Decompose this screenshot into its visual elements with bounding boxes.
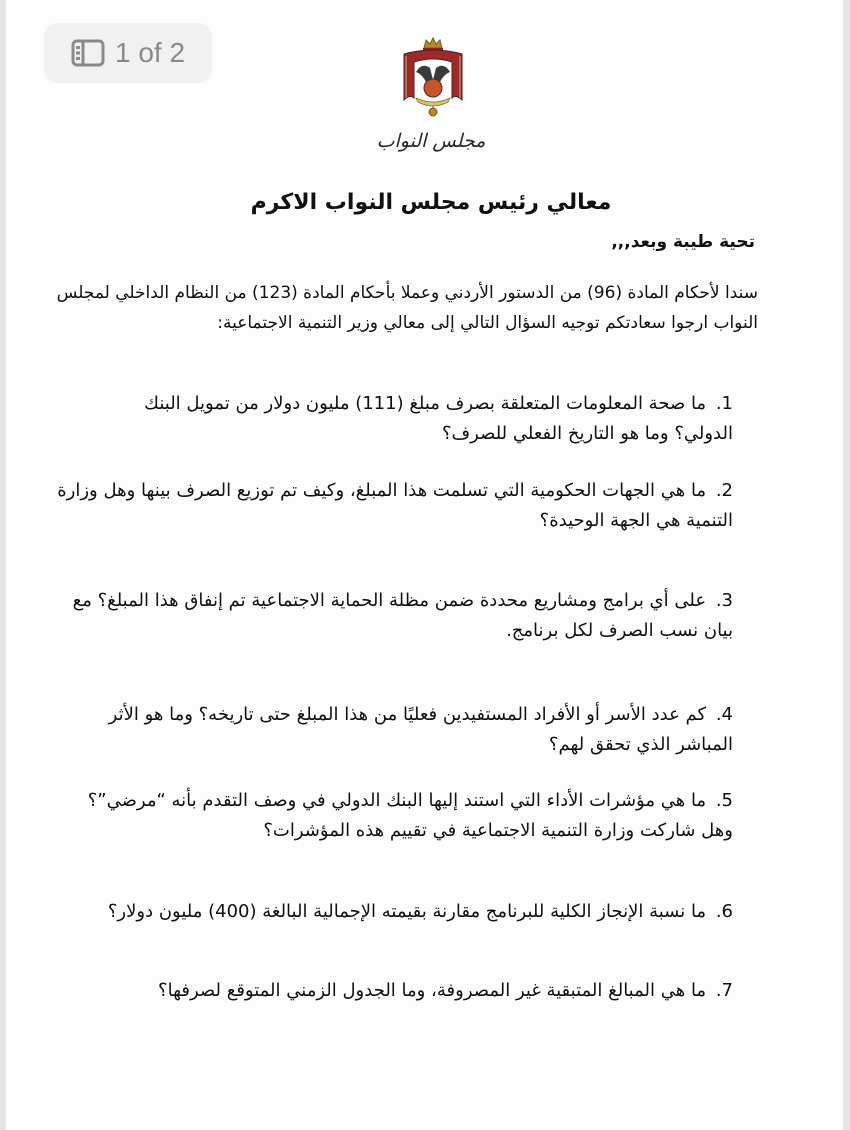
document-page [6, 0, 843, 1130]
question-text: ما هي المبالغ المتبقية غير المصروفة، وما الجدول الزمني المتوقع لصرفها؟ [158, 980, 707, 1001]
question-number: 4. [715, 704, 733, 725]
page-indicator-button[interactable] [44, 23, 212, 83]
question-item [53, 897, 733, 927]
letter-addressee: معالي رئيس مجلس النواب الاكرم [250, 190, 612, 215]
page-indicator-label: 1 of 2 [114, 37, 186, 68]
question-item [83, 389, 733, 449]
question-number: 1. [715, 393, 733, 414]
question-number: 5. [715, 790, 733, 811]
question-item [53, 976, 733, 1006]
question-number: 7. [715, 980, 733, 1001]
question-item [53, 786, 733, 846]
question-text: ما نسبة الإنجاز الكلية للبرنامج مقارنة بقيمته الإجمالية البالغة (400) مليون دولار؟ [107, 901, 707, 922]
question-item [53, 586, 733, 646]
question-text: كم عدد الأسر أو الأفراد المستفيدين فعليًا من هذا المبلغ حتى تاريخه؟ وما هو الأثر المباشر الذي تحقق لهم؟ [108, 704, 733, 755]
question-item [53, 476, 733, 536]
sidebar-icon [71, 39, 105, 67]
question-text: ما صحة المعلومات المتعلقة بصرف مبلغ (111) مليون دولار من تمويل البنك الدولي؟ وما هو التاريخ الفعلي للصرف؟ [144, 393, 733, 444]
question-number: 6. [715, 901, 733, 922]
question-text: ما هي مؤشرات الأداء التي استند إليها البنك الدولي في وصف التقدم بأنه “مرضي”؟ وهل شاركت وزارة التنمية الاجتماعية في تقييم هذه المؤشرات؟ [87, 790, 733, 841]
letter-intro: سندا لأحكام المادة (96) من الدستور الأردني وعملا بأحكام المادة (123) من النظام الداخلي لمجلس النواب ارجوا سعادتكم توجيه السؤال التالي إلى معالي وزير التنمية الاجتماعية: [56, 283, 758, 333]
question-text: ما هي الجهات الحكومية التي تسلمت هذا المبلغ، وكيف تم توزيع الصرف بينها وهل وزارة التنمية هي الجهة الوحيدة؟ [57, 480, 733, 531]
letter-greeting: تحية طيبة وبعد,,, [611, 232, 755, 252]
council-name: مجلس النواب [376, 130, 486, 152]
question-item [63, 700, 733, 760]
question-number: 2. [715, 480, 733, 501]
question-number: 3. [715, 590, 733, 611]
question-text: على أي برامج ومشاريع محددة ضمن مظلة الحماية الاجتماعية تم إنفاق هذا المبلغ؟ مع بيان نسب الصرف لكل برنامج. [72, 590, 733, 641]
jordan-coat-of-arms-icon [396, 36, 470, 120]
